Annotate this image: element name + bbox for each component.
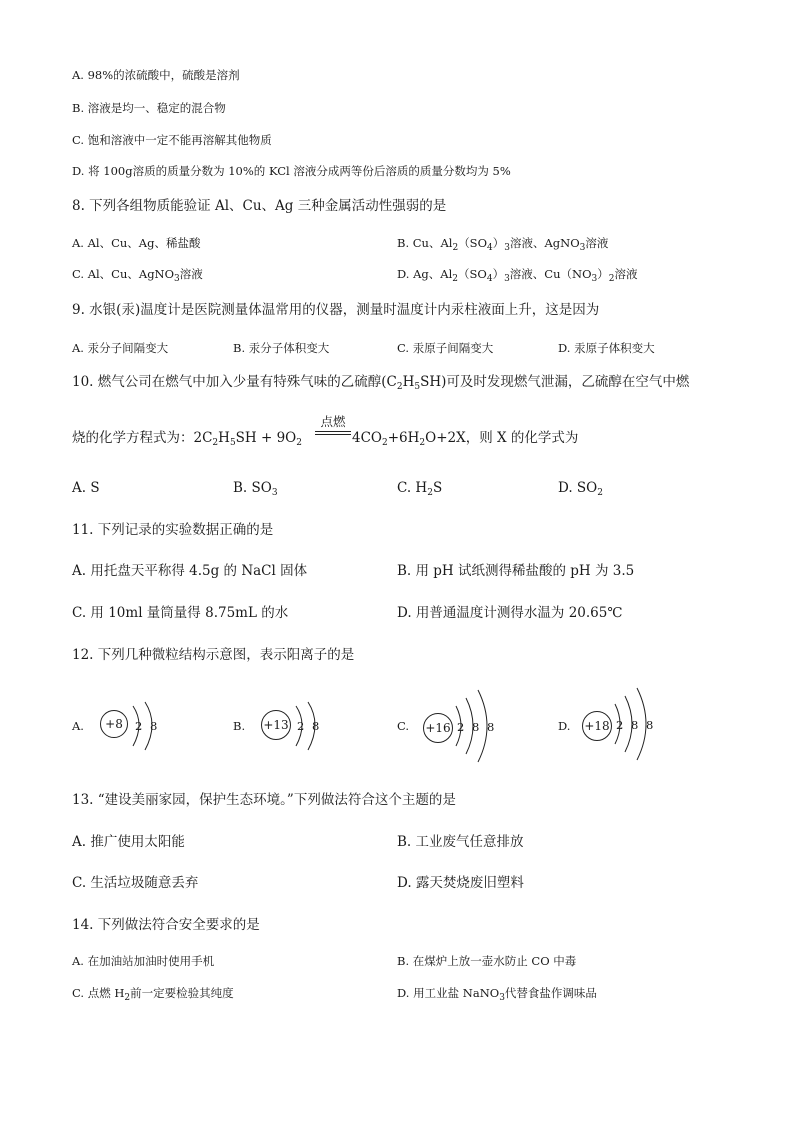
reaction-condition: 点燃 (320, 414, 346, 429)
q12-stem: 12. 下列几种微粒结构示意图，表示阳离子的是 (72, 647, 355, 663)
q10-option-b: B. $SO_3$ (233, 480, 278, 498)
atom-d-nucleus: +18 (582, 711, 612, 741)
atom-c-electrons: 2 8 8 (457, 720, 497, 734)
atom-d-electrons: 2 8 8 (616, 718, 656, 732)
q9-option-b: B. 汞分子体积变大 (233, 341, 330, 355)
q9-option-c: C. 汞原子间隔变大 (397, 341, 494, 355)
atom-diagram-a (72, 700, 212, 760)
q7-option-a: A. 98%的浓硫酸中，硫酸是溶剂 (72, 68, 240, 82)
atom-a-nucleus: +8 (100, 710, 128, 738)
equals-line-bottom (315, 434, 351, 435)
atom-diagram-b (233, 700, 373, 760)
q14-option-a: A. 在加油站加油时使用手机 (72, 954, 215, 968)
q7-option-d: D. 将 100g溶质的质量分数为 10%的 KCl 溶液分成两等份后溶质的质量分数均为 5% (72, 164, 511, 178)
atom-c-nucleus: +16 (423, 713, 453, 743)
atom-b-electrons: 2 8 (297, 719, 322, 733)
equation-products: $4CO_2+6H_2O+2X$，则 X 的化学式为 (352, 430, 579, 448)
q13-option-d: D. 露天焚烧废旧塑料 (397, 875, 524, 891)
q10-option-d: D. $SO_2$ (558, 480, 603, 498)
equals-line-top (315, 431, 351, 432)
q8-stem: 8. 下列各组物质能验证 Al、Cu、Ag 三种金属活动性强弱的是 (72, 198, 447, 214)
equation-reactants: 烧的化学方程式为：$2C_2H_5SH + 9O_2$ (72, 430, 302, 448)
q11-stem: 11. 下列记录的实验数据正确的是 (72, 522, 274, 538)
q10-option-c: C. $H_2S$ (397, 480, 443, 498)
q13-stem: 13. “建设美丽家园，保护生态环境。”下列做法符合这个主题的是 (72, 792, 456, 808)
q8-option-c: C. Al、Cu、AgNO$_3$溶液 (72, 267, 203, 284)
q11-option-b: B. 用 pH 试纸测得稀盐酸的 pH 为 3.5 (397, 563, 635, 579)
atom-b-label: B. (233, 719, 246, 733)
atom-b-nucleus: +13 (261, 710, 291, 740)
q14-option-c: C. 点燃 $H_2$前一定要检验其纯度 (72, 986, 234, 1003)
q8-option-a: A. Al、Cu、Ag、稀盐酸 (72, 236, 201, 250)
q14-option-b: B. 在煤炉上放一壶水防止 CO 中毒 (397, 954, 577, 968)
q14-stem: 14. 下列做法符合安全要求的是 (72, 917, 260, 933)
atom-diagram-c (397, 700, 537, 760)
q13-option-c: C. 生活垃圾随意丢弃 (72, 875, 199, 891)
q7-option-b: B. 溶液是均一、稳定的混合物 (72, 101, 226, 115)
atom-a-electrons: 2 8 (135, 719, 160, 733)
q14-option-d: D. 用工业盐 NaNO$_3$代替食盐作调味品 (397, 986, 597, 1003)
atom-d-label: D. (558, 719, 571, 733)
q13-option-a: A. 推广使用太阳能 (72, 834, 185, 850)
atom-diagram-d (558, 700, 698, 760)
atom-a-label: A. (72, 719, 84, 733)
q11-option-c: C. 用 10ml 量筒量得 8.75mL 的水 (72, 605, 289, 621)
q10-option-a: A. S (72, 480, 100, 496)
q10-equation (72, 412, 772, 452)
q13-option-b: B. 工业废气任意排放 (397, 834, 524, 850)
q9-stem: 9. 水银(汞)温度计是医院测量体温常用的仪器，测量时温度计内汞柱液面上升，这是因为 (72, 302, 600, 318)
q10-stem: 10. 燃气公司在燃气中加入少量有特殊气味的乙硫醇$(C_2H_5SH)$可及时发现燃气泄漏，乙硫醇在空气中燃 (72, 374, 690, 392)
q8-option-b: B. Cu、$Al_2(SO_4)_3$溶液、AgNO$_3$溶液 (397, 236, 609, 253)
q9-option-d: D. 汞原子体积变大 (558, 341, 655, 355)
q8-option-d: D. Ag、$Al_2(SO_4)_3$溶液、$Cu(NO_3)_2$溶液 (397, 267, 638, 284)
atom-c-label: C. (397, 719, 410, 733)
q7-option-c: C. 饱和溶液中一定不能再溶解其他物质 (72, 133, 272, 147)
q11-option-a: A. 用托盘天平称得 4.5g 的 NaCl 固体 (72, 563, 308, 579)
q11-option-d: D. 用普通温度计测得水温为 20.65℃ (397, 605, 623, 621)
q9-option-a: A. 汞分子间隔变大 (72, 341, 169, 355)
